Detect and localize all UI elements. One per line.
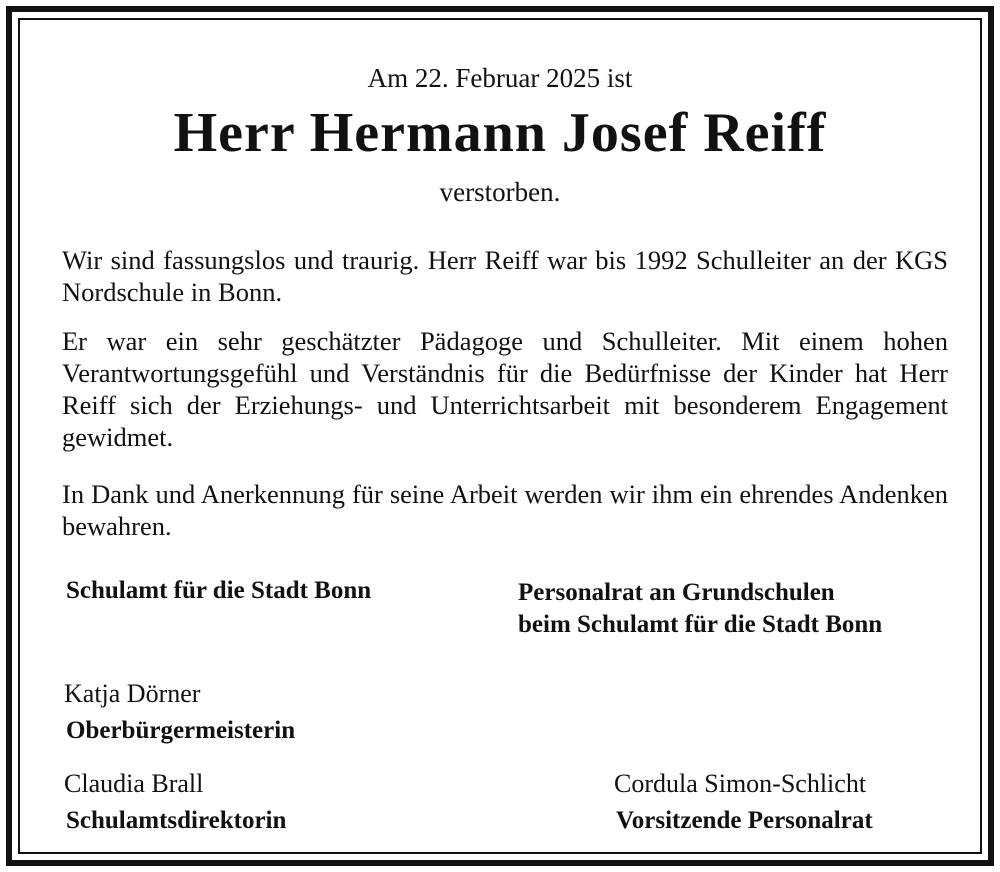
organization-left: Schulamt für die Stadt Bonn (66, 577, 372, 604)
deceased-name: Herr Hermann Josef Reiff (173, 102, 827, 164)
signatory-title: Oberbürgermeisterin (66, 717, 296, 744)
organization-right-line2: beim Schulamt für die Stadt Bonn (518, 611, 883, 638)
signatory-name: Cordula Simon-Schlicht (614, 769, 867, 798)
paragraph-1: Wir sind fassungslos und traurig. Herr Reiff war bis 1992 Schulleiter an der KGS Nordschule in Bonn. (62, 245, 948, 307)
organization-right (518, 577, 958, 641)
signatory-title: Schulamtsdirektorin (66, 807, 287, 834)
inner-border (18, 18, 982, 854)
signatory-name: Claudia Brall (64, 769, 204, 798)
paragraph-2: Er war ein sehr geschätzter Pädagoge und Schulleiter. Mit einem hohen Verantwortungsgefühl und Verständnis für die Bedürfnisse der Kinder hat Herr Reiff sich der Erziehungs- und Unterrichtsarbeit mit besonderem Engagement gewidmet. (62, 326, 948, 452)
organization-right-line1: Personalrat an Grundschulen (518, 579, 835, 606)
paragraph-3: In Dank und Anerkennung für seine Arbeit werden wir ihm ein ehrendes Andenken bewahren. (62, 479, 948, 541)
died-line: verstorben. (439, 177, 561, 207)
signatory-name: Katja Dörner (64, 679, 201, 708)
outer-border (6, 6, 994, 866)
intro-line: Am 22. Februar 2025 ist (367, 63, 633, 93)
signatory-title: Vorsitzende Personalrat (616, 807, 873, 834)
